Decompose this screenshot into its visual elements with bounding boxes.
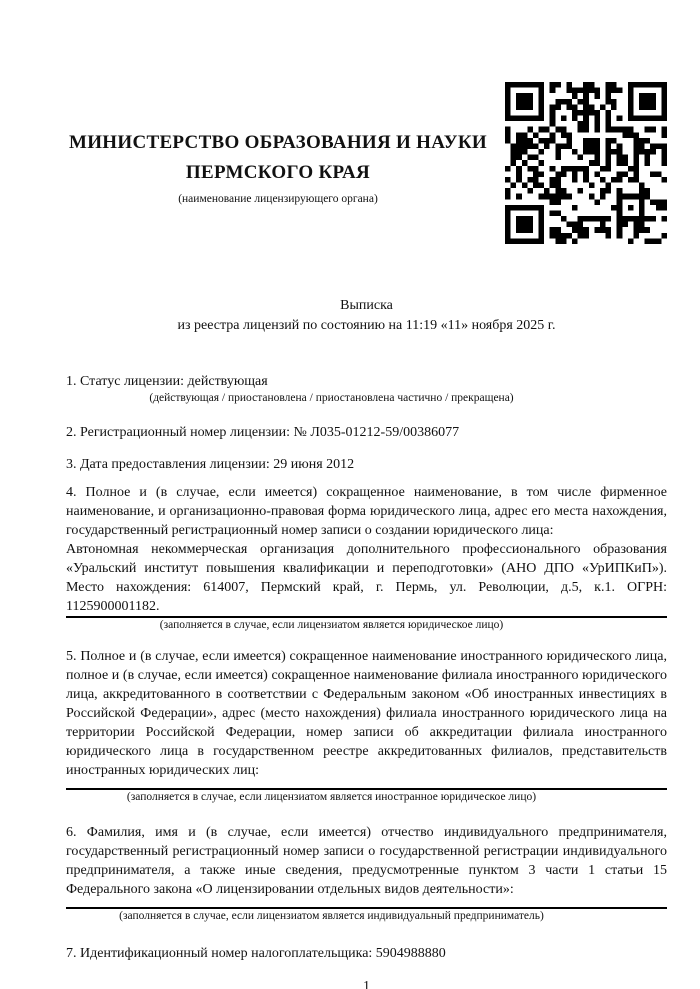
license-status-caption: (действующая / приостановлена / приостановлена частично / прекращена) — [149, 392, 514, 404]
registration-number-text: 2. Регистрационный номер лицензии: № Л035-01212-59/00386077 — [66, 425, 460, 440]
foreign-entity-caption: (заполняется в случае, если лицензиатом является иностранное юридическое лицо) — [126, 791, 537, 803]
document-header — [66, 0, 667, 296]
individual-entrepreneur-label: 6. Фамилия, имя и (в случае, если имеется) отчество индивидуального предпринимателя, государственный регистрационный номер записи о государственной регистрации индивидуального предпринимателя, а также иные сведения, предусмотренные пунктом 3 части 1 статьи 15 Федерального закона «О лицензировании отдельных видов деятельности»: — [66, 825, 667, 897]
qr-code-icon — [505, 82, 667, 244]
legal-entity-label: 4. Полное и (в случае, если имеется) сокращенное наименование, в том числе фирменное наименование, и организационно-правовая форма юридического лица, адрес его места нахождения, государственный регистрационный номер записи о создании юридического лица: — [66, 485, 667, 538]
document-title: Выписка — [340, 298, 393, 313]
field-legal-entity — [66, 483, 667, 633]
individual-entrepreneur-caption: (заполняется в случае, если лицензиатом является индивидуальный предприниматель) — [119, 910, 544, 922]
document-subtitle: из реестра лицензий по состоянию на 11:19 «11» ноября 2025 г. — [177, 318, 556, 333]
field-license-status — [66, 372, 667, 406]
field-individual-entrepreneur — [66, 823, 667, 924]
page-number: 1 — [363, 979, 370, 989]
license-date-text: 3. Дата предоставления лицензии: 29 июня 2012 — [66, 457, 355, 472]
authority-name-line2: ПЕРМСКОГО КРАЯ — [185, 162, 371, 183]
legal-entity-value: Автономная некоммерческая организация дополнительного профессионального образования «Уральский институт повышения квалификации и переподготовки» (АНО ДПО «УрИПКиП»). Место нахождения: 614007, Пермский край, г. Пермь, ул. Революции, д.5, к.1. ОГРН: 1125900001182. — [66, 542, 667, 614]
licensing-authority-block — [66, 128, 490, 206]
authority-name-line1: МИНИСТЕРСТВО ОБРАЗОВАНИЯ И НАУКИ — [68, 132, 488, 153]
field-foreign-entity — [66, 647, 667, 805]
taxpayer-number-text: 7. Идентификационный номер налогоплательщика: 5904988880 — [66, 946, 446, 961]
field-taxpayer-number — [66, 944, 667, 963]
field-license-date — [66, 455, 667, 474]
foreign-entity-label: 5. Полное и (в случае, если имеется) сокращенное наименование иностранного юридического лица, полное и (в случае, если имеется) сокращенное наименование филиала иностранного юридического лица, аккредитованного в соответствии с Федеральным законом «Об иностранных инвестициях в Российской Федерации», адрес (место нахождения) филиала иностранного юридического лица на территории Российской Федерации, номер записи об аккредитации филиала иностранного юридического лица в государственном реестре аккредитованных филиалов, представительств иностранных юридических лиц: — [66, 649, 667, 778]
field-registration-number — [66, 423, 667, 442]
license-status-text: 1. Статус лицензии: действующая — [66, 374, 268, 389]
legal-entity-caption: (заполняется в случае, если лицензиатом является юридическое лицо) — [159, 619, 504, 631]
document-title-block — [66, 296, 667, 336]
authority-caption: (наименование лицензирующего органа) — [178, 193, 378, 205]
